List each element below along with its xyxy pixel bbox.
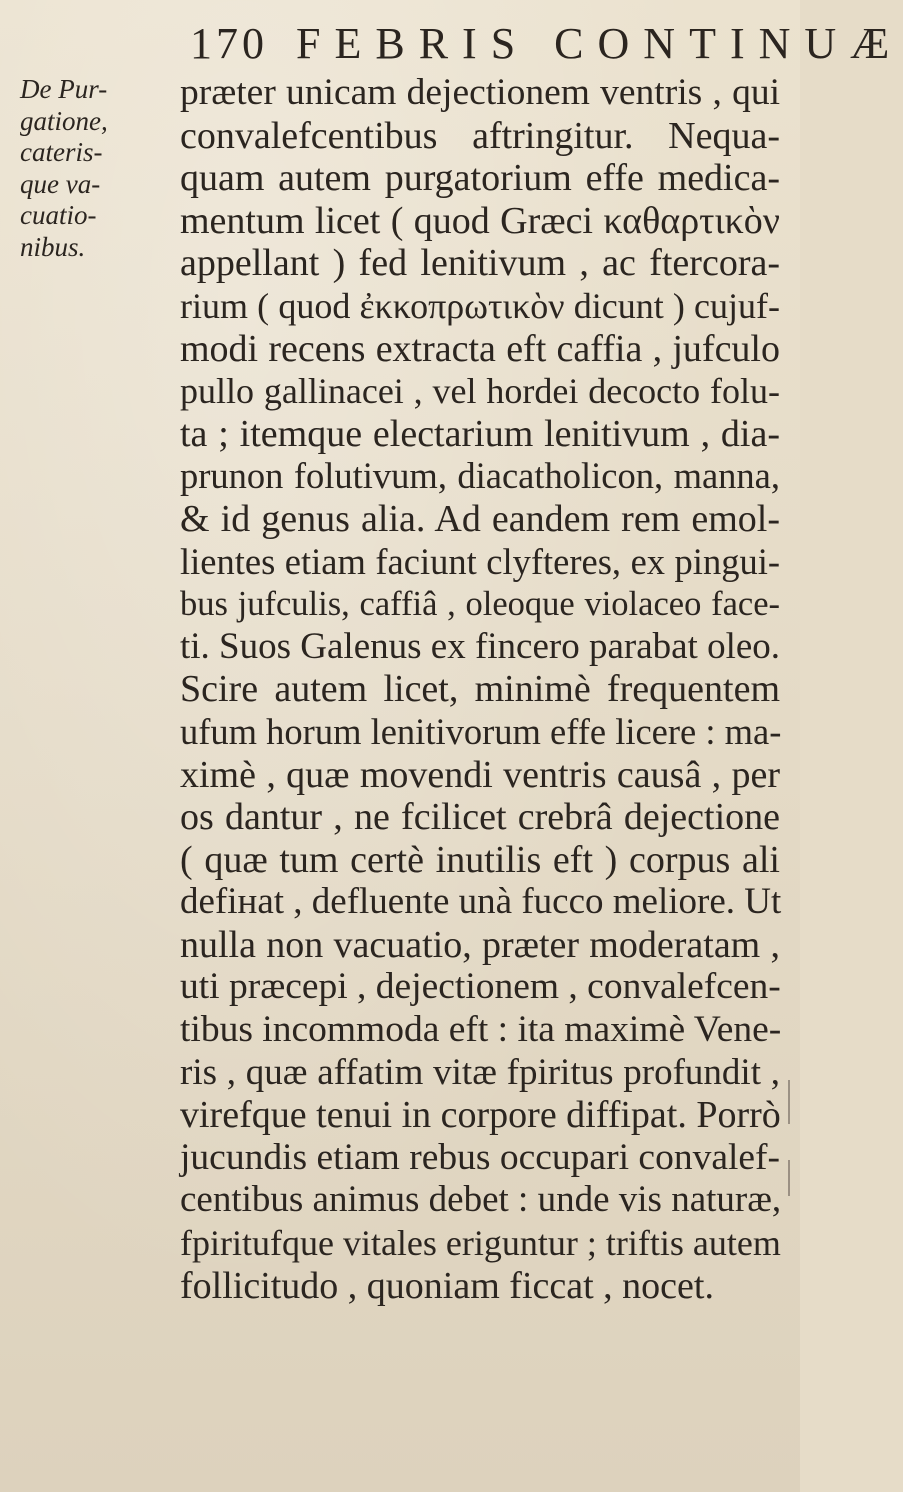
margin-mark [788,1160,790,1196]
running-title: FEBRIS CONTINUÆ [296,19,903,68]
marginal-note-line: nibus. [20,231,86,262]
running-head [190,18,903,70]
text-line: rium ( quod ἐκκοπρωτικὸν dicunt ) cujuf- [180,285,780,326]
text-line: ximè , quæ movendi ventris causâ , per [180,753,780,796]
text-line: appellant ) fed lenitivum , ac ftercora- [180,242,780,285]
text-line: nulla non vacuatio, præter moderatam , [180,923,780,966]
main-text [180,72,780,1307]
text-line: fpiritufque vitales eriguntur ; triftis autem [180,1223,781,1264]
page-number: 170 [190,19,268,68]
text-line: ta ; itemque electarium lenitivum , dia- [180,412,780,455]
text-line: bus jufculis, caffiâ , oleoque violaceo facе- [180,585,780,624]
text-line: & id genus alia. Ad eandem rem emol- [180,497,780,540]
margin-mark [788,1080,790,1124]
text-line: modi recens extracta eft caffia , jufculo [180,327,780,370]
text-line: quam autem purgatorium effe medica- [180,157,780,200]
text-line: lientes etiam faciunt clyfteres, ex pingui- [180,540,780,582]
text-line: prunon folutivum, diacatholicon, manna, [180,455,780,497]
text-line: tibus incommoda eft : ita maximè Vene- [180,1009,782,1051]
text-line: ( quæ tum certè inutilis eft ) corpus ali [180,838,780,881]
marginal-note-line: De Pur- [20,74,108,104]
marginal-note-line: que va- [20,168,101,199]
marginal-note-line: cuatio- [20,200,97,230]
marginal-note-line: cateris- [20,137,103,167]
text-line: defінat , defluente unà fucco meliore. Ut [180,881,782,923]
text-line: mentum licet ( quod Græci καθαρτικὸν [180,199,780,242]
text-line: ufum horum lenitivorum effe licere : ma- [180,710,782,752]
text-line: jucundis etiam rebus occupari convalef- [180,1136,780,1178]
marginal-note [20,74,170,263]
text-line: follicitudo , quoniam ficcat , nocet. [180,1264,714,1307]
text-line: Scire autem licet, minimè frequentem [180,668,780,711]
text-line: pullo gallinacei , vel hordei decocto folu- [180,371,780,412]
text-line: convalefcentibus aftringitur. Nequa- [180,114,780,157]
text-line: virefque tenui in corpore diffipat. Porrò [180,1094,781,1137]
text-line: præter unicam dejectionem ventris , qui [180,72,780,113]
marginal-note-line: gatione, [20,105,108,136]
text-line: uti præcepi , dejectionem , convalefcen- [180,966,781,1008]
text-line: ti. Suos Galenus ex fincero parabat oleo. [180,625,781,667]
text-line: ris , quæ affatim vitæ fpiritus profundit , [180,1051,780,1093]
text-line: os dantur , ne fcilicet crebrâ dejectione [180,796,780,839]
text-line: centibus animus debet : unde vis naturæ, [180,1179,782,1221]
